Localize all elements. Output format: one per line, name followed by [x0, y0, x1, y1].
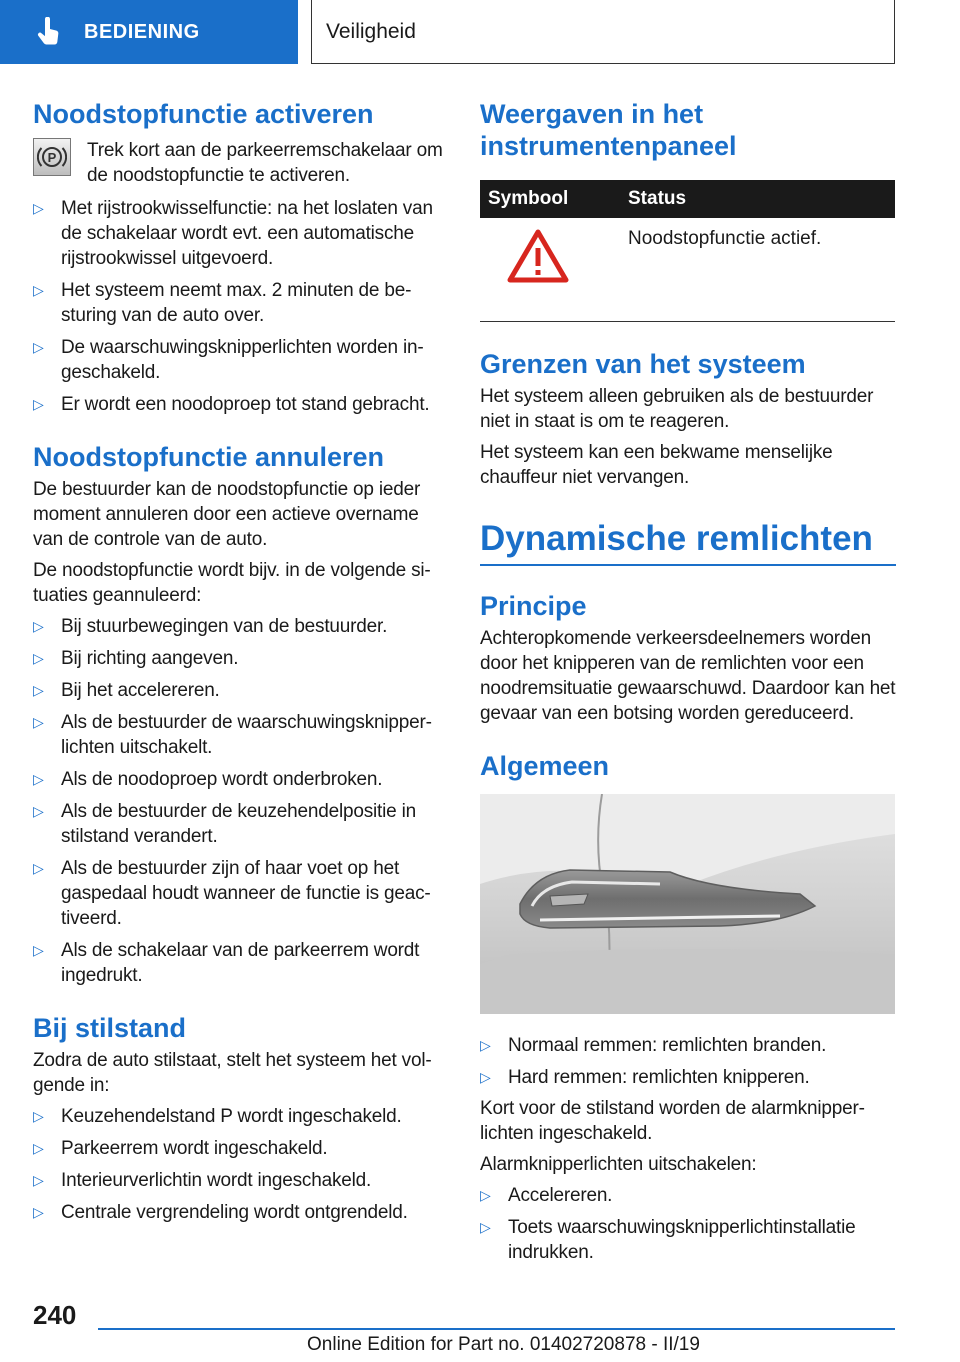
triangle-right-icon: ▷ — [33, 339, 44, 355]
list-item: ▷ Als de noodoproep wordt onderbroken. — [33, 769, 383, 790]
general-list — [480, 1033, 896, 1090]
triangle-right-icon: ▷ — [33, 714, 44, 730]
left-column — [33, 98, 449, 1225]
heading-standstill: Bij stilstand — [33, 1013, 187, 1043]
table-row — [480, 218, 895, 322]
list-item: ▷ Als de schakelaar van de parkeerrem wordt ingedrukt. — [33, 940, 420, 986]
hazard-paragraph-2: Alarmknipperlichten uitschakelen: — [480, 1154, 757, 1175]
list-item: ▷ Bij stuurbewegingen van de bestuurder. — [33, 616, 388, 637]
list-item: ▷ Keuzehendelstand P wordt ingeschakeld. — [33, 1106, 402, 1127]
triangle-right-icon: ▷ — [480, 1219, 491, 1235]
triangle-right-icon: ▷ — [33, 803, 44, 819]
triangle-right-icon: ▷ — [33, 1204, 44, 1220]
hazard-paragraph-1: Kort voor de stilstand worden de alarmknipper-lichten ingeschakeld. — [480, 1098, 865, 1144]
list-item: ▷ Bij het accelereren. — [33, 680, 220, 701]
principle-paragraph: Achteropkomende verkeersdeelnemers worden door het knipperen van de remlichten voor een noodremsituatie gewaarschuwd. Daardoor kan het gevaar van een botsing worden gereduceerd. — [480, 628, 896, 724]
standstill-paragraph: Zodra de auto stilstaat, stelt het systeem het vol-gende in: — [33, 1050, 432, 1096]
heading-dynamic-brake-lights: Dynamische remlichten — [480, 519, 873, 558]
heading-principle: Principe — [480, 591, 587, 621]
triangle-right-icon: ▷ — [480, 1069, 491, 1085]
list-item: ▷ Accelereren. — [480, 1185, 613, 1206]
triangle-right-icon: ▷ — [33, 942, 44, 958]
header-chapter-label: Veiligheid — [326, 19, 416, 43]
list-item: ▷ Bij richting aangeven. — [33, 648, 239, 669]
footer-rule — [98, 1328, 895, 1330]
triangle-right-icon: ▷ — [480, 1187, 491, 1203]
right-column — [480, 98, 896, 1265]
heading-general: Algemeen — [480, 751, 610, 781]
table-header-row — [480, 180, 895, 218]
triangle-right-icon: ▷ — [33, 771, 44, 787]
heading-display: Weergaven in het instrumentenpaneel — [480, 99, 737, 161]
activate-list — [33, 196, 449, 417]
warning-triangle-icon — [506, 228, 570, 284]
limits-paragraph-1: Het systeem alleen gebruiken als de bestuurder niet in staat is om te reageren. — [480, 386, 874, 432]
list-item: ▷ Hard remmen: remlichten knipperen. — [480, 1067, 810, 1088]
heading-rule — [480, 564, 896, 566]
list-item: ▷ De waarschuwingsknipperlichten worden in-geschakeld. — [33, 337, 424, 383]
list-item: ▷ Parkeerrem wordt ingeschakeld. — [33, 1138, 328, 1159]
list-item: ▷ Interieurverlichtin wordt ingeschakeld. — [33, 1170, 372, 1191]
list-item: ▷ Met rijstrookwisselfunctie: na het loslaten van de schakelaar wordt evt. een automatische rijstrookwissel uitgevoerd. — [33, 198, 433, 269]
list-item: ▷ Normaal remmen: remlichten branden. — [480, 1035, 827, 1056]
footer-edition: Online Edition for Part no. 01402720878 - II/19 — [307, 1334, 700, 1355]
column-header-symbol: Symbool — [480, 180, 620, 218]
cancel-list — [33, 614, 449, 988]
activate-intro — [33, 138, 449, 188]
hand-pointer-icon — [36, 17, 62, 47]
limits-paragraph-2: Het systeem kan een bekwame menselijke chauffeur niet vervangen. — [480, 442, 833, 488]
triangle-right-icon: ▷ — [33, 650, 44, 666]
triangle-right-icon: ▷ — [33, 200, 44, 216]
triangle-right-icon: ▷ — [33, 1140, 44, 1156]
standstill-list — [33, 1104, 449, 1225]
list-item: ▷ Als de bestuurder zijn of haar voet op het gaspedaal houdt wanneer de functie is geac-tiveerd. — [33, 858, 431, 929]
symbol-table — [480, 180, 895, 322]
triangle-right-icon: ▷ — [33, 1108, 44, 1124]
heading-activate: Noodstopfunctie activeren — [33, 99, 374, 129]
tail-light-photo — [480, 794, 895, 1014]
parking-brake-icon — [33, 138, 71, 176]
list-item: ▷ Er wordt een noodoproep tot stand gebracht. — [33, 394, 430, 415]
triangle-right-icon: ▷ — [33, 618, 44, 634]
header-section-tab[interactable] — [0, 0, 298, 64]
cancel-paragraph-1: De bestuurder kan de noodstopfunctie op ieder moment annuleren door een actieve overname van de controle van de auto. — [33, 479, 421, 550]
triangle-right-icon: ▷ — [33, 1172, 44, 1188]
status-cell: Noodstopfunctie actief. — [620, 218, 895, 322]
heading-limits: Grenzen van het systeem — [480, 349, 806, 379]
activate-intro-text: Trek kort aan de parkeerremschakelaar om de noodstopfunctie te activeren. — [87, 140, 443, 186]
list-item: ▷ Als de bestuurder de keuzehendelpositie in stilstand verandert. — [33, 801, 416, 847]
cancel-paragraph-2: De noodstopfunctie wordt bijv. in de volgende si-tuaties geannuleerd: — [33, 560, 431, 606]
header-chapter — [311, 0, 895, 64]
list-item: ▷ Het systeem neemt max. 2 minuten de be-sturing van de auto over. — [33, 280, 412, 326]
list-item: ▷ Centrale vergrendeling wordt ontgrendeld. — [33, 1202, 408, 1223]
list-item: ▷ Toets waarschuwingsknipperlichtinstallatie indrukken. — [480, 1217, 856, 1263]
triangle-right-icon: ▷ — [33, 282, 44, 298]
hazard-list — [480, 1183, 896, 1265]
list-item: ▷ Als de bestuurder de waarschuwingsknipper-lichten uitschakelt. — [33, 712, 432, 758]
page-number: 240 — [33, 1300, 77, 1330]
triangle-right-icon: ▷ — [33, 860, 44, 876]
triangle-right-icon: ▷ — [33, 396, 44, 412]
triangle-right-icon: ▷ — [480, 1037, 491, 1053]
heading-cancel: Noodstopfunctie annuleren — [33, 442, 384, 472]
header-section-label: BEDIENING — [84, 20, 200, 43]
svg-text:P: P — [47, 150, 57, 165]
column-header-status: Status — [620, 180, 895, 218]
triangle-right-icon: ▷ — [33, 682, 44, 698]
